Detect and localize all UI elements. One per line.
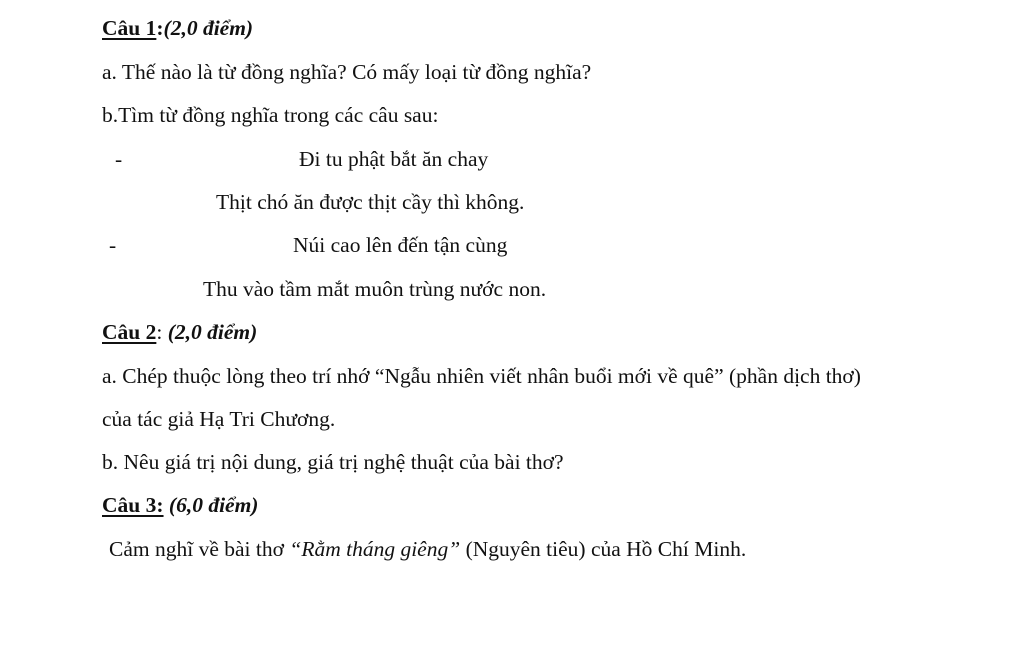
question-3-prefix: Cảm nghĩ về bài thơ [109,537,290,561]
question-2-points: (2,0 điểm) [167,320,258,344]
question-2-part-a-line-1: a. Chép thuộc lòng theo trí nhớ “Ngẫu nhiên viết nhân buổi mới về quê” (phần dịch thơ) [102,364,861,388]
verse-2-line-1: Núi cao lên đến tận cùng [293,233,508,257]
question-1-heading [102,18,253,40]
question-2-heading [102,322,257,344]
verse-1-line-1: Đi tu phật bắt ăn chay [299,147,489,171]
question-1-points: (2,0 điểm) [163,16,254,40]
question-1-part-b: b.Tìm từ đồng nghĩa trong các câu sau: [102,103,439,127]
question-2-label: Câu 2 [102,320,157,344]
verse-1-dash: - [115,147,123,171]
question-1-part-a: a. Thế nào là từ đồng nghĩa? Có mấy loại từ đồng nghĩa? [102,60,592,84]
question-3-points: (6,0 điểm) [168,493,259,517]
verse-2-dash: - [109,233,117,257]
question-2-part-b: b. Nêu giá trị nội dung, giá trị nghệ thuật của bài thơ? [102,450,564,474]
question-1-label: Câu 1 [102,16,157,40]
question-3-heading [102,495,258,517]
question-3-prompt [109,539,746,561]
question-2-part-a-line-2: của tác giả Hạ Tri Chương. [102,407,336,431]
verse-1-line-2: Thịt chó ăn được thịt cầy thì không. [216,190,525,214]
question-1-separator: : [156,16,164,40]
question-2-separator: : [156,320,168,344]
question-3-label: Câu 3: [102,493,164,517]
question-3-poem-title: “Rằm tháng giêng” [289,537,461,561]
verse-2-line-2: Thu vào tầm mắt muôn trùng nước non. [203,277,547,301]
question-3-suffix: (Nguyên tiêu) của Hồ Chí Minh. [460,537,747,561]
